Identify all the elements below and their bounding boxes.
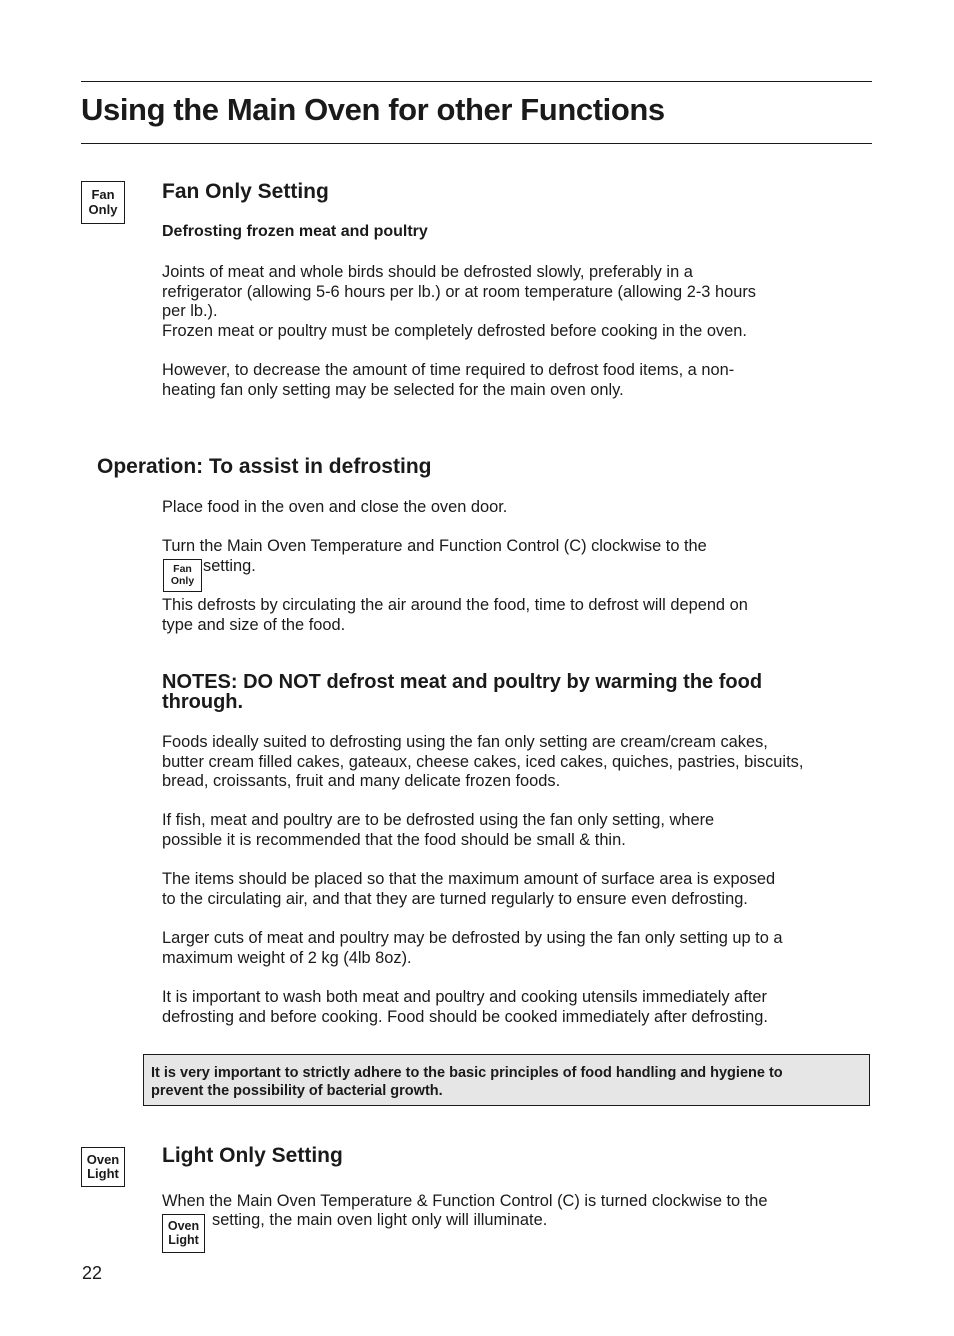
notes-paragraph-4: Larger cuts of meat and poultry may be defrosted by using the fan only setting up to a maximum weight of 2 kg (4lb 8oz). <box>162 929 783 967</box>
notes-paragraph-3: The items should be placed so that the maximum amount of surface area is exposed to the circulating air, and that they are turned regularly to ensure even defrosting. <box>162 870 776 908</box>
notes-heading: NOTES: DO NOT defrost meat and poultry by warming the food through. <box>162 671 763 713</box>
oven-light-symbol-icon: Oven Light <box>81 1147 125 1187</box>
light-only-text: When the Main Oven Temperature & Function Control (C) is turned clockwise to the <box>162 1192 768 1210</box>
light-only-heading: Light Only Setting <box>162 1144 343 1167</box>
fan-only-paragraph-1: Joints of meat and whole birds should be defrosted slowly, preferably in a refrigerator (allowing 5-6 hours per lb.) or at room temperature (allowing 2-3 hours per lb.). Frozen meat or poultry must be completely defrosted before cooking in the oven. <box>162 263 756 340</box>
notes-paragraph-2: If fish, meat and poultry are to be defrosted using the fan only setting, where possible it is recommended that the food should be small & thin. <box>162 811 715 849</box>
operation-heading: Operation: To assist in defrosting <box>97 455 432 478</box>
oven-light-inline-symbol-icon: Oven Light <box>162 1214 205 1253</box>
operation-step-1: Place food in the oven and close the oven door. <box>162 498 508 516</box>
title-underline-rule <box>81 143 872 144</box>
notes-paragraph-5: It is important to wash both meat and poultry and cooking utensils immediately after defrosting and before cooking. Food should be cooked immediately after defrosting. <box>162 988 768 1026</box>
fan-only-symbol-icon: Fan Only <box>81 181 125 224</box>
operation-step-2: Turn the Main Oven Temperature and Function Control (C) clockwise to the <box>162 537 707 555</box>
operation-step-3: This defrosts by circulating the air around the food, time to defrost will depend on type and size of the food. <box>162 596 748 634</box>
fan-only-heading: Fan Only Setting <box>162 180 329 203</box>
defrost-subheading: Defrosting frozen meat and poultry <box>162 223 428 240</box>
page-number: 22 <box>82 1263 103 1283</box>
operation-step-2-suffix: setting. <box>203 557 256 575</box>
fan-only-inline-symbol-icon: Fan Only <box>163 559 202 592</box>
fan-only-paragraph-2: However, to decrease the amount of time required to defrost food items, a non- heating fan only setting may be selected for the main oven only. <box>162 361 735 399</box>
top-rule <box>81 81 872 82</box>
light-only-text-suffix: setting, the main oven light only will illuminate. <box>212 1211 548 1229</box>
notes-paragraph-1: Foods ideally suited to defrosting using the fan only setting are cream/cream cakes, butter cream filled cakes, gateaux, cheese cakes, iced cakes, quiches, pastries, biscuits, bread, croissants, fruit and many delicate frozen foods. <box>162 733 804 790</box>
page-title: Using the Main Oven for other Functions <box>81 92 665 127</box>
hygiene-warning-box: It is very important to strictly adhere to the basic principles of food handling and hygiene to prevent the possibility of bacterial growth. <box>143 1054 870 1106</box>
